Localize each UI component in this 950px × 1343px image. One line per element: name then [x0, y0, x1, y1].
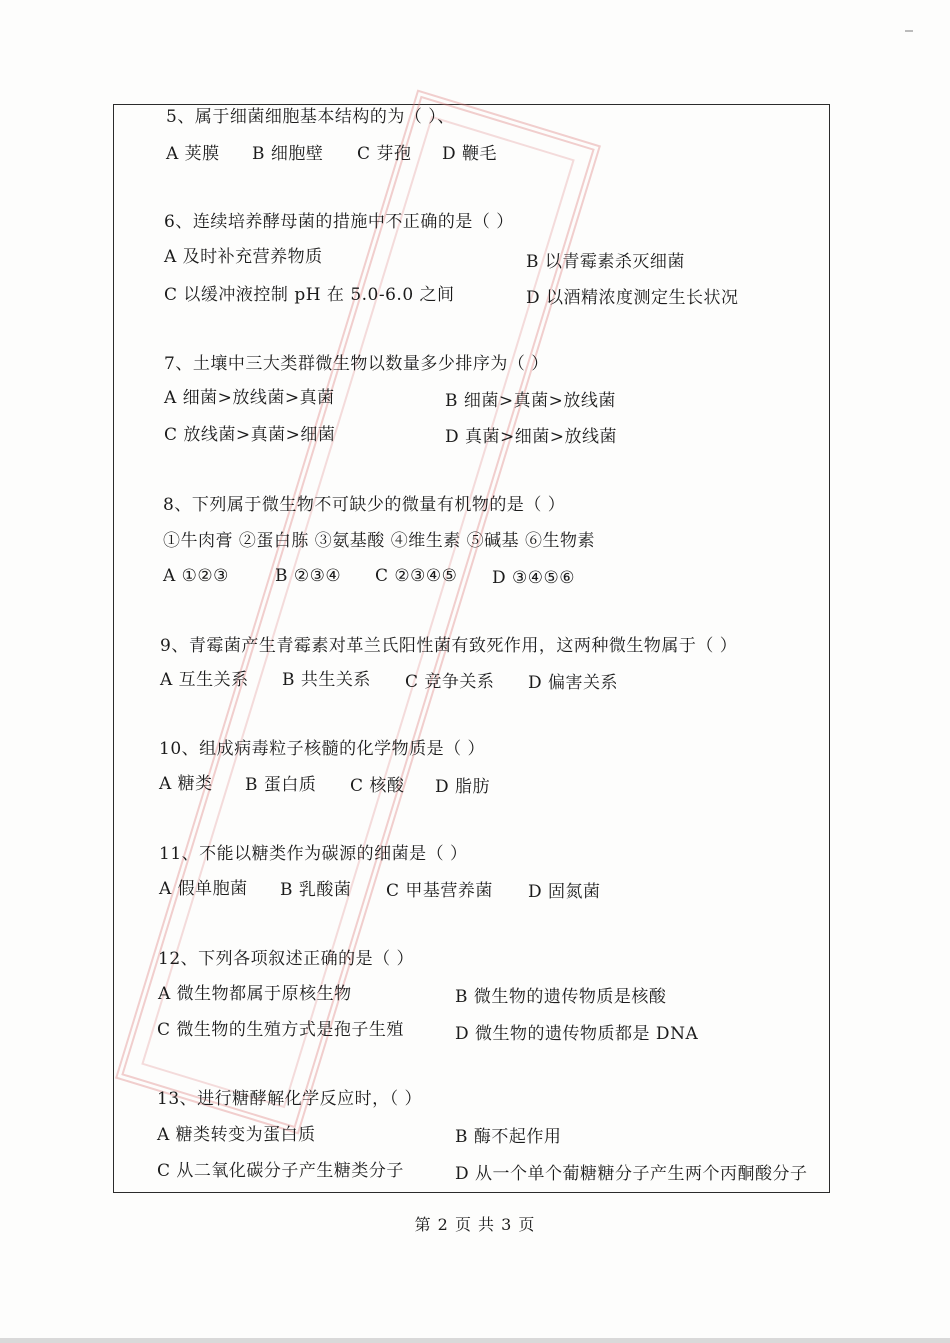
q11-option-c: C 甲基营养菌: [386, 881, 493, 901]
q8-option-b: B ②③④: [275, 566, 342, 586]
q5-option-b: B 细胞壁: [252, 144, 324, 164]
q11-stem: 11、不能以糖类作为碳源的细菌是（ ）: [159, 844, 468, 864]
q8-items: ①牛肉膏 ②蛋白胨 ③氨基酸 ④维生素 ⑤碱基 ⑥生物素: [163, 531, 596, 551]
q11-option-a: A 假单胞菌: [159, 879, 248, 899]
q12-option-b: B 微生物的遗传物质是核酸: [455, 987, 667, 1007]
q11-option-b: B 乳酸菌: [280, 880, 352, 900]
q6-option-a: A 及时补充营养物质: [164, 247, 323, 267]
q12-option-a: A 微生物都属于原核生物: [158, 984, 352, 1004]
q12-option-d: D 微生物的遗传物质都是 DNA: [455, 1024, 699, 1044]
q7-option-c: C 放线菌>真菌>细菌: [164, 425, 336, 445]
page-number: 第 2 页 共 3 页: [414, 1215, 536, 1234]
q10-option-b: B 蛋白质: [245, 775, 317, 795]
q10-stem: 10、组成病毒粒子核髓的化学物质是（ ）: [159, 739, 486, 759]
q5-stem: 5、属于细菌细胞基本结构的为（ ）、: [166, 107, 455, 127]
q6-option-b: B 以青霉素杀灭细菌: [526, 252, 685, 272]
q5-option-d: D 鞭毛: [442, 144, 498, 164]
q9-stem: 9、青霉菌产生青霉素对革兰氏阳性菌有致死作用，这两种微生物属于（ ）: [160, 636, 738, 656]
q13-option-b: B 酶不起作用: [455, 1127, 562, 1147]
q10-option-a: A 糖类: [159, 774, 213, 794]
q8-option-a: A ①②③: [163, 566, 229, 586]
q12-option-c: C 微生物的生殖方式是孢子生殖: [157, 1020, 404, 1040]
q8-option-d: D ③④⑤⑥: [492, 568, 575, 588]
q6-option-c: C 以缓冲液控制 pH 在 5.0-6.0 之间: [164, 285, 455, 305]
q5-option-a: A 荚膜: [166, 144, 220, 164]
q9-option-d: D 偏害关系: [528, 673, 619, 693]
q8-option-c: C ②③④⑤: [375, 566, 458, 586]
q13-stem: 13、进行糖酵解化学反应时，（ ）: [157, 1089, 423, 1109]
q9-option-b: B 共生关系: [282, 670, 371, 690]
q5-option-c: C 芽孢: [357, 144, 412, 164]
q6-option-d: D 以酒精浓度测定生长状况: [526, 288, 739, 308]
q12-stem: 12、下列各项叙述正确的是（ ）: [158, 949, 415, 969]
scan-edge: [0, 1338, 950, 1343]
q7-option-a: A 细菌>放线菌>真菌: [164, 388, 335, 408]
q7-option-b: B 细菌>真菌>放线菌: [445, 391, 616, 411]
q8-stem: 8、下列属于微生物不可缺少的微量有机物的是（ ）: [163, 495, 566, 515]
q13-option-c: C 从二氧化碳分子产生糖类分子: [157, 1161, 404, 1181]
q13-option-d: D 从一个单个葡糖糖分子产生两个丙酮酸分子: [455, 1164, 808, 1184]
q13-option-a: A 糖类转变为蛋白质: [157, 1125, 316, 1145]
q9-option-c: C 竞争关系: [405, 672, 495, 692]
q6-stem: 6、连续培养酵母菌的措施中不正确的是（ ）: [164, 212, 514, 232]
q11-option-d: D 固氮菌: [528, 882, 601, 902]
q7-option-d: D 真菌>细菌>放线菌: [445, 427, 618, 447]
scan-mark: [905, 30, 913, 32]
q7-stem: 7、土壤中三大类群微生物以数量多少排序为（ ）: [164, 354, 549, 374]
q10-option-d: D 脂肪: [435, 777, 491, 797]
q10-option-c: C 核酸: [350, 776, 405, 796]
q9-option-a: A 互生关系: [160, 670, 249, 690]
